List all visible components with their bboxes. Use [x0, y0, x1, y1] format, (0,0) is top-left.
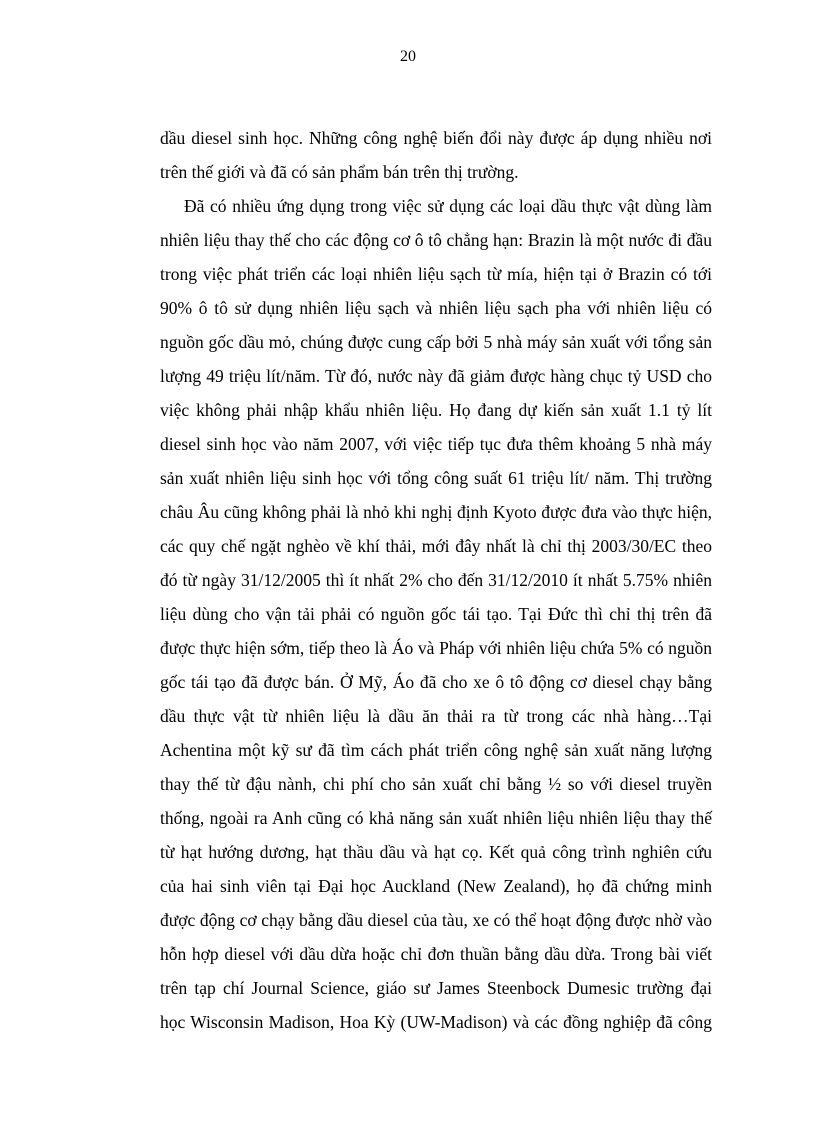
- text-line: Đã có nhiều ứng dụng trong việc sử dụng các loại dầu thực vật dùng làm: [184, 196, 712, 216]
- text-line: được động cơ chạy bằng dầu diesel của tàu, xe có thể hoạt động được nhờ vào: [160, 910, 712, 930]
- text-line: được thực hiện sớm, tiếp theo là Áo và Pháp với nhiên liệu chứa 5% có nguồn: [160, 638, 712, 658]
- text-line: từ hạt hướng dương, hạt thầu dầu và hạt cọ. Kết quả công trình nghiên cứu: [160, 842, 712, 862]
- text-line: lượng 49 triệu lít/năm. Từ đó, nước này đã giảm được hàng chục tỷ USD cho: [160, 366, 712, 386]
- text-line: thống, ngoài ra Anh cũng có khả năng sản xuất nhiên liệu nhiên liệu thay thế: [160, 808, 712, 828]
- text-line: của hai sinh viên tại Đại học Auckland (New Zealand), họ đã chứng minh: [160, 876, 712, 896]
- text-line: hỗn hợp diesel với dầu dừa hoặc chỉ đơn thuần bằng dầu dừa. Trong bài viết: [160, 944, 712, 964]
- text-line: châu Âu cũng không phải là nhỏ khi nghị định Kyoto được đưa vào thực hiện,: [160, 502, 712, 522]
- text-line: sản xuất nhiên liệu sinh học với tổng công suất 61 triệu lít/ năm. Thị trường: [160, 468, 712, 488]
- text-line: các quy chế ngặt nghèo về khí thải, mới đây nhất là chỉ thị 2003/30/EC theo: [160, 536, 712, 556]
- body-text: [160, 121, 712, 1039]
- text-line: Achentina một kỹ sư đã tìm cách phát triển công nghệ sản xuất năng lượng: [160, 740, 712, 760]
- text-line: thay thế từ đậu nành, chi phí cho sản xuất chỉ bằng ½ so với diesel truyền: [160, 774, 712, 794]
- text-line: việc không phải nhập khẩu nhiên liệu. Họ đang dự kiến sản xuất 1.1 tỷ lít: [160, 400, 712, 420]
- text-line: dầu thực vật từ nhiên liệu là dầu ăn thải ra từ trong các nhà hàng…Tại: [160, 706, 712, 726]
- text-line: 90% ô tô sử dụng nhiên liệu sạch và nhiên liệu sạch pha với nhiên liệu có: [160, 298, 712, 318]
- text-line: học Wisconsin Madison, Hoa Kỳ (UW-Madison) và các đồng nghiệp đã công: [160, 1012, 712, 1032]
- text-line: đó từ ngày 31/12/2005 thì ít nhất 2% cho đến 31/12/2010 ít nhất 5.75% nhiên: [160, 570, 712, 590]
- text-line: liệu dùng cho vận tải phải có nguồn gốc tái tạo. Tại Đức thì chỉ thị trên đã: [160, 604, 712, 624]
- text-line: gốc tái tạo đã được bán. Ở Mỹ, Áo đã cho xe ô tô động cơ diesel chạy bằng: [160, 672, 712, 692]
- text-line: trên tạp chí Journal Science, giáo sư James Steenbock Dumesic trường đại: [160, 978, 712, 998]
- page-number: 20: [400, 48, 416, 65]
- text-line: nguồn gốc dầu mỏ, chúng được cung cấp bởi 5 nhà máy sản xuất với tổng sản: [160, 332, 712, 352]
- text-line: trong việc phát triển các loại nhiên liệu sạch từ mía, hiện tại ở Brazin có tới: [160, 264, 712, 284]
- text-line: trên thế giới và đã có sản phẩm bán trên thị trường.: [160, 162, 519, 182]
- text-line: dầu diesel sinh học. Những công nghệ biến đổi này được áp dụng nhiều nơi: [160, 128, 712, 148]
- text-line: nhiên liệu thay thế cho các động cơ ô tô chẳng hạn: Brazin là một nước đi đầu: [160, 230, 712, 250]
- text-line: diesel sinh học vào năm 2007, với việc tiếp tục đưa thêm khoảng 5 nhà máy: [160, 434, 712, 454]
